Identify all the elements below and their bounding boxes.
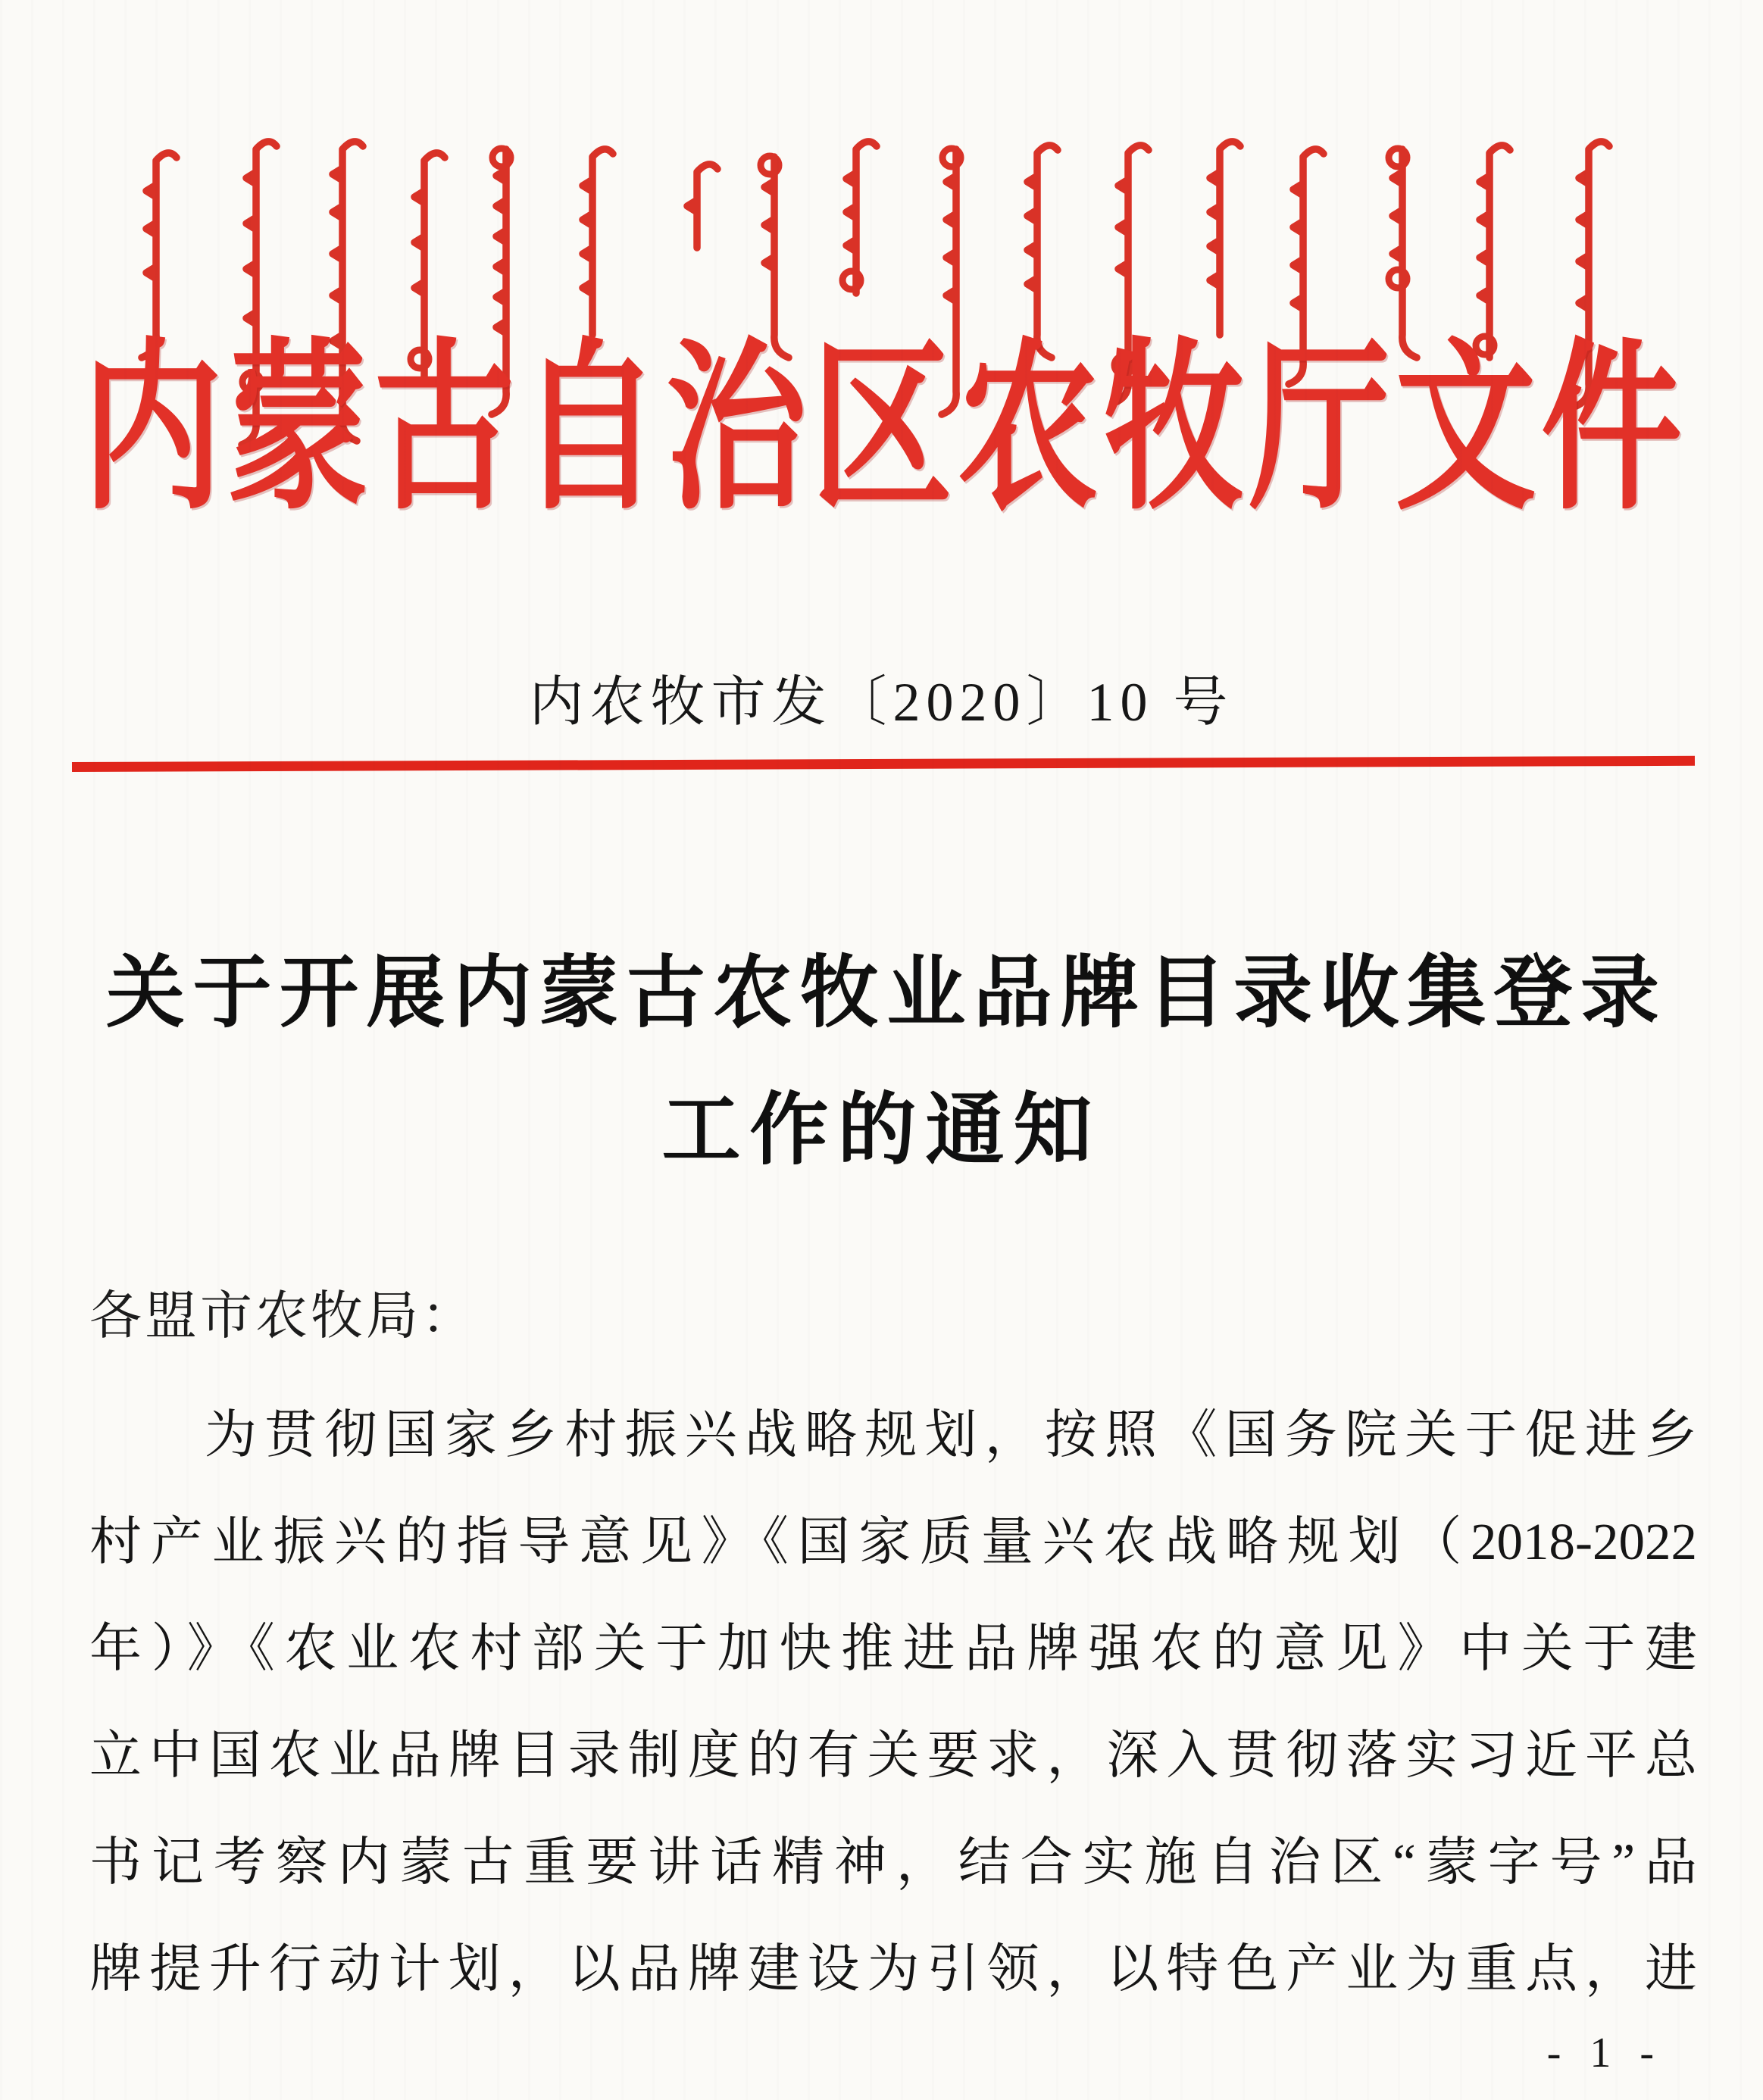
document-number: 内农牧市发〔2020〕10 号 bbox=[529, 672, 1234, 733]
notice-title-line1: 关于开展内蒙古农牧业品牌目录收集登录 bbox=[106, 950, 1659, 1037]
red-divider-rule bbox=[72, 756, 1695, 772]
page-number: - 1 - bbox=[1546, 2030, 1663, 2077]
body-line: 牌提升行动计划，以品牌建设为引领，以特色产业为重点，进 bbox=[89, 1940, 1697, 1998]
body-line: 为贯彻国家乡村振兴战略规划，按照《国务院关于促进乡 bbox=[205, 1406, 1697, 1464]
body-line: 立中国农业品牌目录制度的有关要求，深入贯彻落实习近平总 bbox=[89, 1727, 1697, 1784]
agency-title: 内蒙古自治区农牧厅文件 bbox=[82, 329, 1682, 532]
body-line: 年）》《农业农村部关于加快推进品牌强农的意见》中关于建 bbox=[89, 1620, 1697, 1677]
notice-title-line2: 工作的通知 bbox=[661, 1087, 1102, 1174]
body-line: 村产业振兴的指导意见》《国家质量兴农战略规划（2018-2022 bbox=[89, 1513, 1697, 1570]
body-line: 书记考察内蒙古重要讲话精神，结合实施自治区“蒙字号”品 bbox=[89, 1833, 1697, 1891]
salutation: 各盟市农牧局： bbox=[89, 1287, 477, 1345]
body-paragraph bbox=[89, 1382, 1697, 2023]
